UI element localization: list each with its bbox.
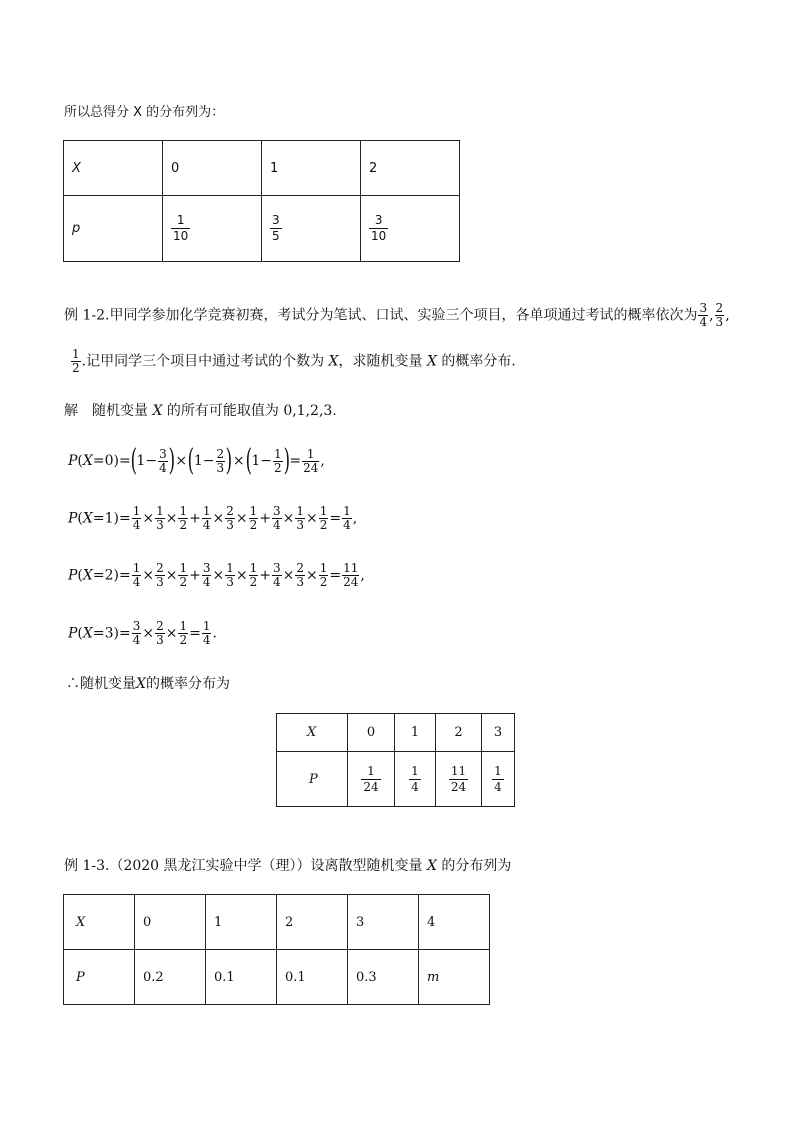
table3-row-label: P — [76, 969, 85, 985]
table2-header-2: 2 — [454, 725, 463, 740]
table3-value-4: m — [427, 969, 440, 985]
table2-frac-3: $\frac{1}{4}$ — [494, 763, 502, 794]
solution-intro: 解 随机变量 X 的所有可能取值为 0,1,2,3. — [64, 403, 337, 419]
table3-value-3: 0.3 — [356, 969, 377, 985]
table3-header-x: X — [76, 914, 86, 930]
table2-frac-2: $\frac{11}{24}$ — [450, 763, 467, 794]
table2-header-3: 3 — [493, 725, 503, 740]
prob-frac-3: $\frac{1}{2}$ — [72, 347, 80, 375]
table1-header-1: 1 — [270, 160, 279, 176]
table3-value-1: 0.1 — [214, 969, 235, 985]
equation-p3: P(X=3)= $\frac{3}{4}$ × $\frac{2}{3}$ × $\frac{1}{2}$ = $\frac{1}{4}$ . — [68, 619, 217, 647]
table2-frac-0: $\frac{1}{24}$ — [363, 763, 379, 794]
distribution-table-3 — [63, 894, 490, 1005]
intro-line: 所以总得分 X 的分布列为： — [64, 105, 225, 120]
example-1-2-line-1: 例 1-2.甲同学参加化学竞赛初赛，考试分为笔试、口试、实验三个项目，各单项通过考试的概率依次为 $\frac{3}{4}$ , $\frac{2}{3}$ , — [64, 301, 730, 329]
table2-header-x: X — [307, 725, 317, 740]
prob-frac-2: $\frac{2}{3}$ — [715, 301, 724, 329]
table3-value-2: 0.1 — [285, 969, 306, 985]
equation-p0: P(X=0)=(1− $\frac{3}{4}$ )×(1− $\frac{2}{3}$ )×(1− $\frac{1}{2}$ )= $\frac{1}{24}$ , — [68, 443, 325, 478]
table1-header-0: 0 — [171, 160, 180, 176]
table1-header-x: X — [72, 160, 81, 176]
table1-header-2: 2 — [369, 160, 378, 176]
table2-frac-1: $\frac{1}{4}$ — [411, 763, 419, 794]
conclusion-line: ∴随机变量X的概率分布为 — [66, 676, 230, 692]
table2-header-1: 1 — [410, 725, 420, 740]
distribution-table-1 — [63, 140, 460, 262]
prob-frac-1: $\frac{3}{4}$ — [699, 301, 708, 329]
table1-frac-2: $\frac{3}{10}$ — [371, 213, 387, 243]
equation-p2: P(X=2)= $\frac{1}{4}$ × $\frac{2}{3}$ × $\frac{1}{2}$ + $\frac{3}{4}$ × $\frac{1}{3}$ × $\frac{1}{2}$ + $\frac{3}{4}$ × $\frac{2}{3}$ × $\frac{1}{2}$ = $\frac{11}{24}$ , — [68, 561, 365, 589]
distribution-table-2 — [276, 713, 515, 807]
table1-row-label: p — [72, 221, 81, 236]
table3-header-2: 2 — [285, 914, 294, 930]
table2-header-0: 0 — [366, 725, 376, 740]
table3-header-4: 4 — [427, 914, 436, 930]
table1-frac-0: $\frac{1}{10}$ — [173, 213, 189, 243]
equation-p1: P(X=1)= $\frac{1}{4}$ × $\frac{1}{3}$ × $\frac{1}{2}$ + $\frac{1}{4}$ × $\frac{2}{3}$ × $\frac{1}{2}$ + $\frac{3}{4}$ × $\frac{1}{3}$ × $\frac{1}{2}$ = $\frac{1}{4}$ , — [68, 504, 358, 532]
table3-value-0: 0.2 — [143, 969, 164, 985]
example-1-2-line-2: $\frac{1}{2}$ .记甲同学三个项目中通过考试的个数为 X，求随机变量 X 的概率分布． — [72, 347, 526, 375]
table3-header-3: 3 — [356, 914, 365, 930]
table3-header-0: 0 — [143, 914, 152, 930]
example-1-3-line: 例 1-3.（2020 黑龙江实验中学（理））设离散型随机变量 X 的分布列为 — [64, 858, 512, 874]
table1-frac-1: $\frac{3}{5}$ — [272, 213, 280, 243]
table3-header-1: 1 — [214, 914, 223, 930]
table2-row-label: P — [309, 771, 318, 787]
